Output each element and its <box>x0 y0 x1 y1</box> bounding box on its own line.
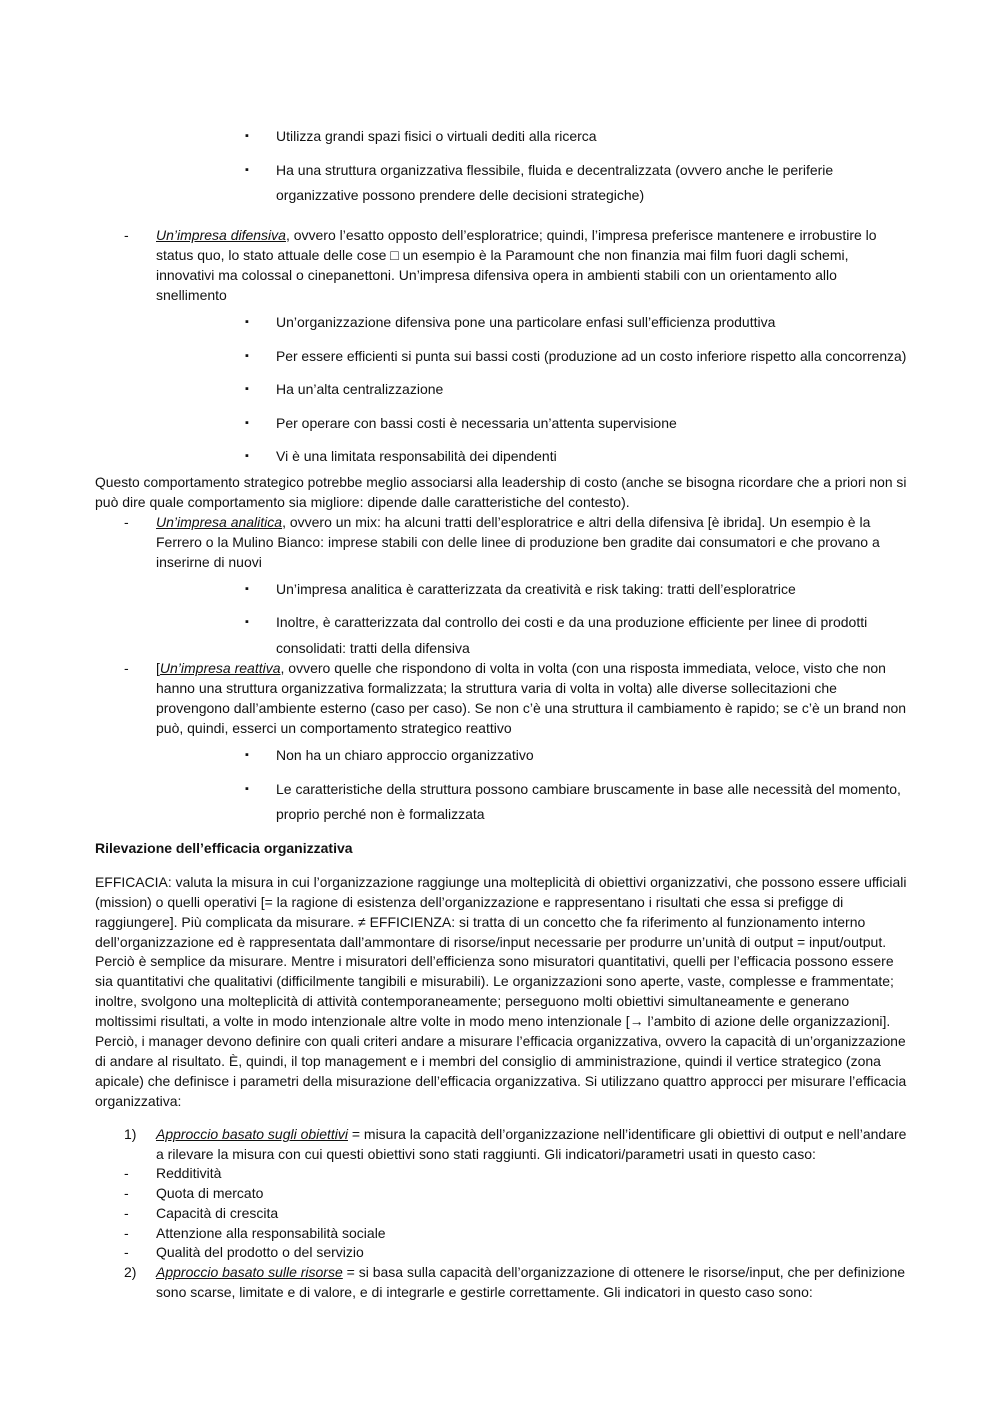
dash-bullet-icon: - <box>124 1244 129 1260</box>
dash-bullet-icon: - <box>124 1185 129 1201</box>
square-bullet-icon: ▪ <box>245 383 249 395</box>
square-bullet-icon: ▪ <box>245 417 249 429</box>
square-bullet-icon: ▪ <box>245 130 249 142</box>
dash-bullet-icon: - <box>124 1225 129 1241</box>
bullet-text: Un’impresa analitica è caratterizzata da creatività e risk taking: tratti dell’esploratrice <box>276 581 796 597</box>
body-line: può dire quale comportamento sia migliore: dipende dalle caratteristiche del contesto). <box>95 494 630 510</box>
body-line: di andare al risultato. È, quindi, il top management e i membri del consiglio di amministrazione, quindi il vertice strategico (zona <box>95 1053 881 1069</box>
term-reactive: Un’impresa reattiva <box>159 660 281 676</box>
square-bullet-icon: ▪ <box>245 164 249 176</box>
item-number: 2) <box>124 1264 137 1280</box>
bullet-text: Ha una struttura organizzativa flessibile, fluida e decentralizzata (ovvero anche le periferie <box>276 162 834 178</box>
bullet-text: Utilizza grandi spazi fisici o virtuali dediti alla ricerca <box>276 128 597 144</box>
square-bullet-icon: ▪ <box>245 783 249 795</box>
indicator-text: Attenzione alla responsabilità sociale <box>156 1225 386 1241</box>
indicator-text: Quota di mercato <box>156 1185 264 1201</box>
square-bullet-icon: ▪ <box>245 616 249 628</box>
bullet-text: Ha un’alta centralizzazione <box>276 381 444 397</box>
body-line: Perciò, i manager devono definire con quali criteri andare a misurare l’efficacia organizzativa, ovvero la capacità di un’organizzazione <box>95 1033 906 1049</box>
body-line: può, quindi, esserci un comportamento strategico reattivo <box>156 720 512 736</box>
square-bullet-icon: ▪ <box>245 350 249 362</box>
body-line: inserirne di nuovi <box>156 554 262 570</box>
section-heading: Rilevazione dell’efficacia organizzativa <box>95 840 353 856</box>
bullet-text: consolidati: tratti della difensiva <box>276 640 470 656</box>
dash-bullet-icon: - <box>124 1165 129 1181</box>
body-line: apicale) che definisce i parametri della misurazione dell’efficacia organizzativa. Si utilizzano quattro approcci per misurare l’efficacia <box>95 1073 907 1089</box>
body-line: organizzativa: <box>95 1093 182 1109</box>
body-line: inoltre, svolgono una molteplicità di attività contemporaneamente; perseguono molti obiettivi simultaneamente e generano <box>95 993 850 1009</box>
dash-bullet-icon: - <box>124 227 129 243</box>
body-line: innovativi ma colossal o cinepanettoni. Un’impresa difensiva opera in ambienti stabili con un orientamento allo <box>156 267 837 283</box>
body-line: EFFICACIA: valuta la misura in cui l’organizzazione raggiunge una molteplicità di obiettivi organizzativi, che possono essere ufficiali <box>95 874 907 890</box>
bullet-text: Per operare con bassi costi è necessaria un’attenta supervisione <box>276 415 677 431</box>
body-line: sono scarse, limitate e di valore, e di integrarle e gestirle correttamente. Gli indicatori in questo caso sono: <box>156 1284 813 1300</box>
body-line: dell’organizzazione ed è rappresentata dall’ammontare di risorse/input necessarie per produrre un’unità di output = input/output. <box>95 934 887 950</box>
document-page: ▪ Utilizza grandi spazi fisici o virtuali dediti alla ricerca ▪ Ha una struttura organizzativa flessibile, fluida e decentralizzata (ovvero anche le periferie organizzative possono prendere delle decisioni strategiche) - Un’impresa difensiva, ovvero l’esatto opposto dell’esploratrice; quindi, l’impresa preferisce mantenere e irrobustire lo status quo, lo stato attuale delle cose □ un esempio è la Paramount che non finanzia mai film fuori dagli schemi, innovativi ma colossal o cinepanettoni. Un’impresa difensiva opera in ambienti stabili con un orientamento allo snellimento ▪ Un’organizzazione difensiva pone una particolare enfasi sull’efficienza produttiva ▪ Per essere efficienti si punta sui bassi costi (produzione ad un costo inferiore rispetto alla concorrenza) ▪ Ha un’alta centralizzazione ▪ Per operare con bassi costi è necessaria un’attenta supervisione ▪ Vi è una limitata responsabilità dei dipendenti Questo comportamento strategico potrebbe meglio associarsi alla leadership di costo (anche se bisogna ricordare che a priori non si può dire quale comportamento sia migliore: dipende dalle caratteristiche del contesto). - Un’impresa analitica, ovvero un mix: ha alcuni tratti dell’esploratrice e altri della difensiva [è ibrida]. Un esempio è la Ferrero o la Mulino Bianco: imprese stabili con delle linee di produzione ben gradite dai consumatori e che provano a inserirne di nuovi ▪ Un’impresa analitica è caratterizzata da creatività e risk taking: tratti dell’esploratrice ▪ Inoltre, è caratterizzata dal controllo dei costi e da una produzione efficiente per linee di prodotti consolidati: tratti della difensiva - [Un’impresa reattiva, ovvero quelle che rispondono di volta in volta (con una risposta immediata, veloce, visto che non hanno una struttura organizzativa formalizzata; la struttura varia di volta in volta) alle diverse sollecitazioni che provengono dall’ambiente esterno (caso per caso). Se non c’è una struttura il cambiamento è rapido; se c’è un brand non può, quindi, esserci un comportamento strategico reattivo ▪ Non ha un chiaro approccio organizzativo ▪ Le caratteristiche della struttura possono cambiare bruscamente in base alle necessità del momento, proprio perché non è formalizzata Rilevazione dell’efficacia organizzativa EFFICACIA: valuta la misura in cui l’organizzazione raggiunge una molteplicità di obiettivi organizzativi, che possono essere ufficiali (mission) o quelli operativi [= la ragione di esistenza dell’organizzazione e rappresentano i risultati che essa si prefigge di raggiungere]. Più complicata da misurare. ≠ EFFICIENZA: si tratta di un concetto che fa riferimento al funzionamento interno dell’organizzazione ed è rappresentata dall’ammontare di risorse/input necessarie per produrre un’unità di output = input/output. Perciò è semplice da misurare. Mentre i misuratori dell’efficienza sono misuratori quantitativi, quelli per l’efficacia possono essere sia quantitativi che qualitativi (difficilmente tangibili e misurabili). Le organizzazioni sono aperte, vaste, complesse e frammentate; inoltre, svolgono una molteplicità di attività contemporaneamente; perseguono molti obiettivi simultaneamente e generano moltissimi risultati, a volte in modo intenzionale altre volte in modo meno intenzionale [→ l’ambito di azione delle organizzazioni]. Perciò, i manager devono definire con quali criteri andare a misurare l’efficacia organizzativa, ovvero la capacità di un’organizzazione di andare al risultato. È, quindi, il top management e i membri del consiglio di amministrazione, quindi il vertice strategico (zona apicale) che definisce i parametri della misurazione dell’efficacia organizzativa. Si utilizzano quattro approcci per misurare l’efficacia organizzativa: 1) Approccio basato sugli obiettivi = misura la capacità dell’organizzazione nell’identificare gli obiettivi di output e nell’andare a rilevare la misura con cui questi obiettivi sono stati raggiunti. Gli indicatori/parametri usati in questo caso: - Redditività - Quota di mercato - Capacità di crescita - Attenzione alla responsabilità sociale - Qualità del prodotto o del servizio 2) Approccio basato sulle risorse = si basa sulla capacità dell’organizzazione di ottenere le risorse/input, che per definizione sono scarse, limitate e di valore, e di integrarle e gestirle correttamente. Gli indicatori in questo caso sono: <box>95 128 907 1300</box>
dash-bullet-icon: - <box>124 660 129 676</box>
body-line: Questo comportamento strategico potrebbe meglio associarsi alla leadership di costo (anche se bisogna ricordare che a priori non si <box>95 474 907 490</box>
item-number: 1) <box>124 1126 137 1142</box>
body-line: status quo, lo stato attuale delle cose □ un esempio è la Paramount che non finanzia mai film fuori dagli schemi, <box>156 247 849 263</box>
bullet-text: Vi è una limitata responsabilità dei dipendenti <box>276 448 557 464</box>
bullet-text: Un’organizzazione difensiva pone una particolare enfasi sull’efficienza produttiva <box>276 314 776 330</box>
term-goal-approach: Approccio basato sugli obiettivi <box>156 1126 348 1142</box>
bullet-text: Le caratteristiche della struttura possono cambiare bruscamente in base alle necessità del momento, <box>276 781 901 797</box>
square-bullet-icon: ▪ <box>245 450 249 462</box>
body-line: a rilevare la misura con cui questi obiettivi sono stati raggiunti. Gli indicatori/parametri usati in questo caso: <box>156 1146 816 1162</box>
indicator-text: Redditività <box>156 1165 222 1181</box>
bullet-text: Inoltre, è caratterizzata dal controllo dei costi e da una produzione efficiente per linee di prodotti <box>276 614 868 630</box>
square-bullet-icon: ▪ <box>245 749 249 761</box>
bullet-text: Per essere efficienti si punta sui bassi costi (produzione ad un costo inferiore rispetto alla concorrenza) <box>276 348 907 364</box>
term-defensive: Un’impresa difensiva <box>156 227 286 243</box>
indicator-text: Qualità del prodotto o del servizio <box>156 1244 364 1260</box>
square-bullet-icon: ▪ <box>245 583 249 595</box>
body-line: moltissimi risultati, a volte in modo intenzionale altre volte in modo meno intenzionale [→ l’ambito di azione delle organizzazioni]. <box>95 1013 891 1029</box>
body-line: (mission) o quelli operativi [= la ragione di esistenza dell’organizzazione e rappresentano i risultati che essa si prefigge di <box>95 894 844 910</box>
body-line: sia quantitativi che qualitativi (difficilmente tangibili e misurabili). Le organizzazioni sono aperte, vaste, complesse e frammentate; <box>95 973 894 989</box>
body-line: Ferrero o la Mulino Bianco: imprese stabili con delle linee di produzione ben gradite dai consumatori e che provano a <box>156 534 880 550</box>
bullet-text: proprio perché non è formalizzata <box>276 806 485 822</box>
square-bullet-icon: ▪ <box>245 316 249 328</box>
dash-bullet-icon: - <box>124 1205 129 1221</box>
body-line: provengono dall’ambiente esterno (caso per caso). Se non c’è una struttura il cambiamento è rapido; se c’è un brand non <box>156 700 907 716</box>
bullet-text: Non ha un chiaro approccio organizzativo <box>276 747 534 763</box>
body-line: hanno una struttura organizzativa formalizzata; la struttura varia di volta in volta) alle diverse sollecitazioni che <box>156 680 837 696</box>
bullet-text: organizzative possono prendere delle decisioni strategiche) <box>276 187 645 203</box>
body-line: Perciò è semplice da misurare. Mentre i misuratori dell’efficienza sono misuratori quantitativi, quelli per l’efficacia possono essere <box>95 953 894 969</box>
term-analytic: Un’impresa analitica <box>156 514 283 530</box>
term-resource-approach: Approccio basato sulle risorse <box>156 1264 343 1280</box>
body-line: snellimento <box>156 287 227 303</box>
body-line: raggiungere]. Più complicata da misurare. ≠ EFFICIENZA: si tratta di un concetto che fa riferimento al funzionamento interno <box>95 914 866 930</box>
indicator-text: Capacità di crescita <box>156 1205 279 1221</box>
dash-bullet-icon: - <box>124 514 129 530</box>
